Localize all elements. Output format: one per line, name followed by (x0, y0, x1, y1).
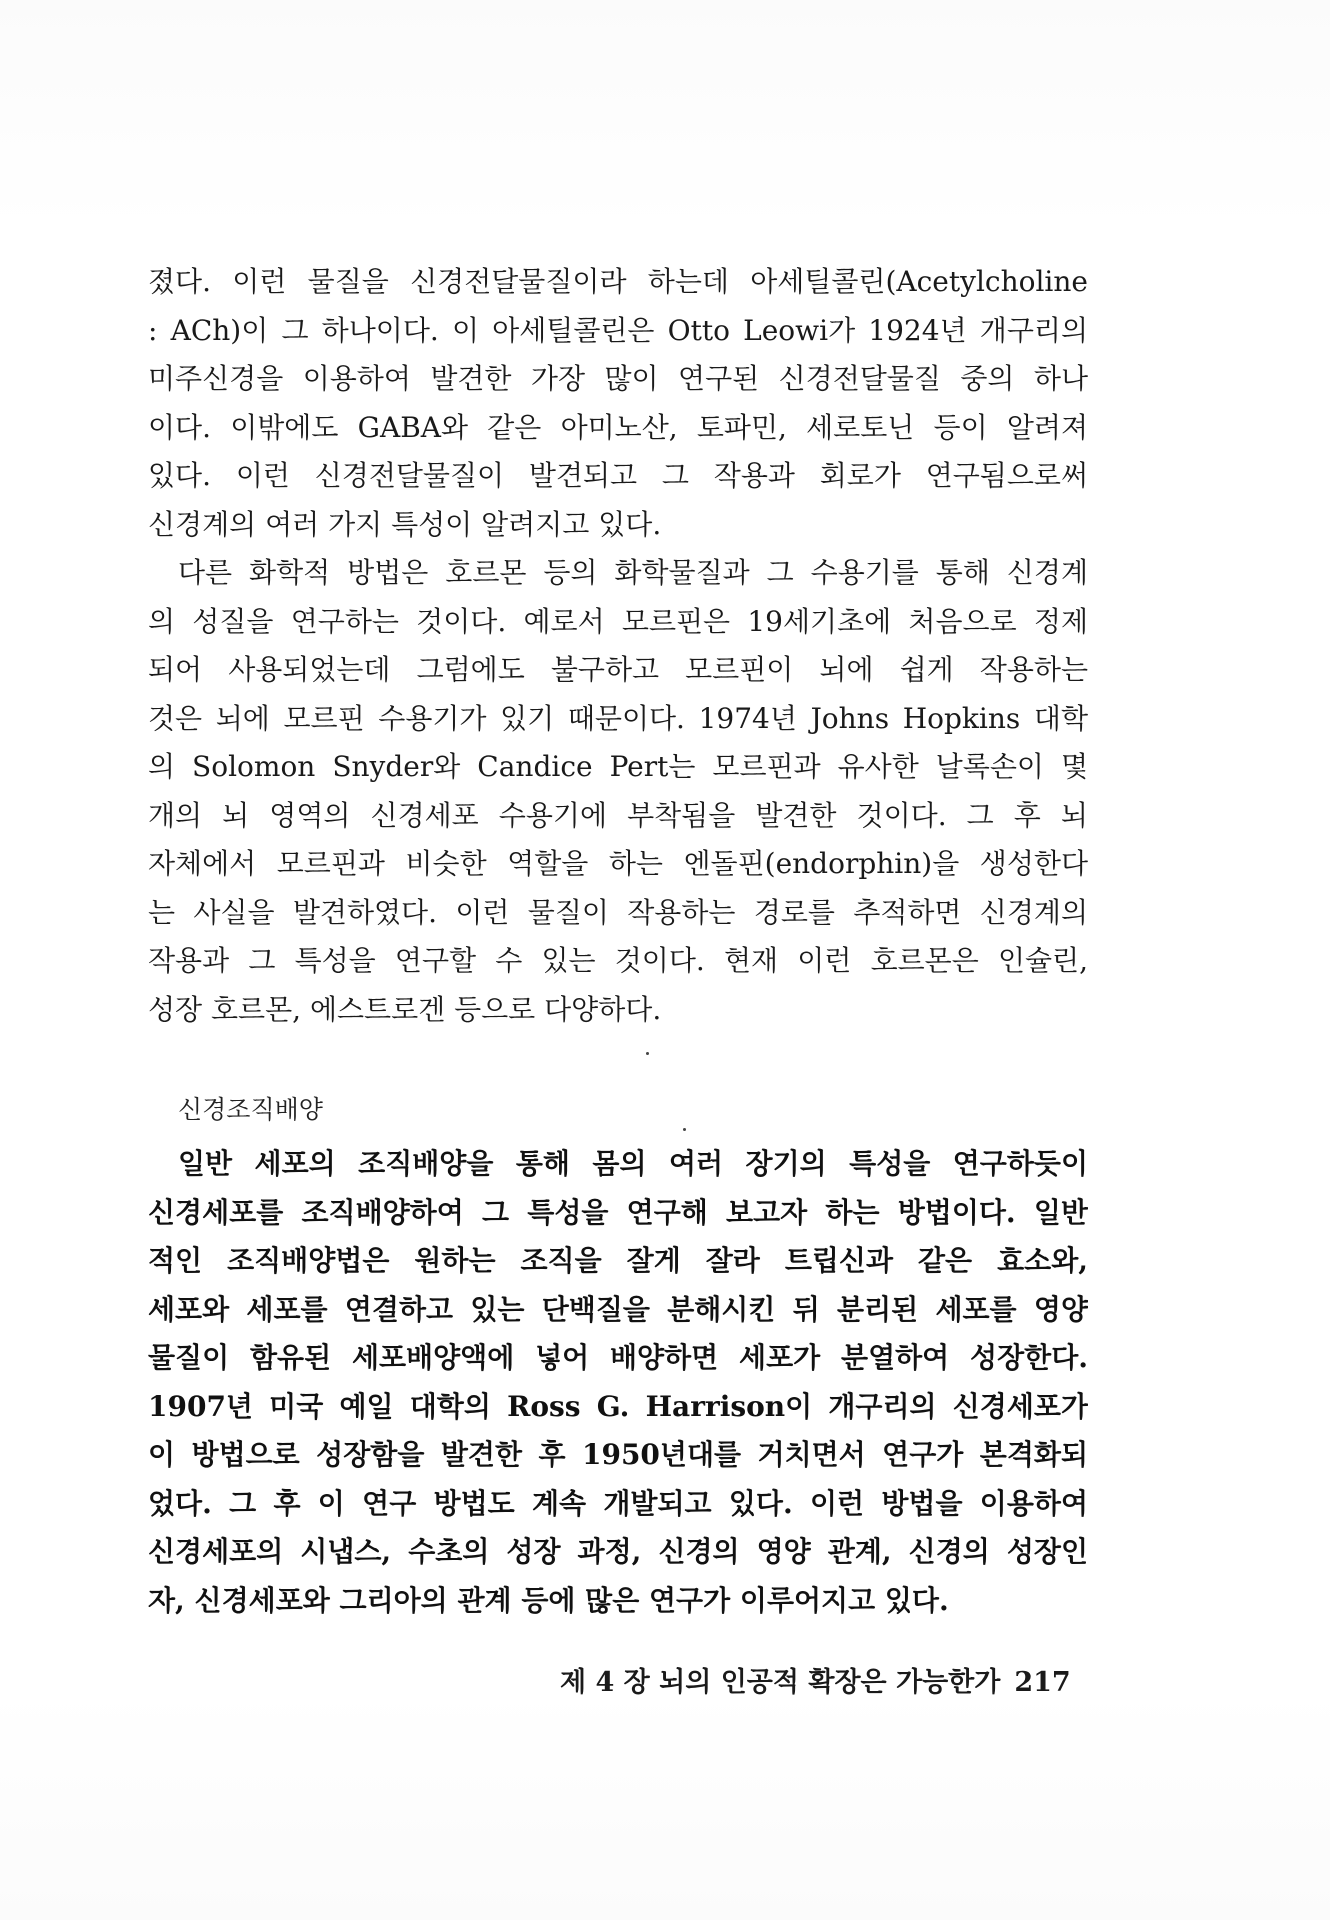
text-line: 물질이 함유된 세포배양액에 넣어 배양하면 세포가 분열하여 성장한다. (148, 1341, 1088, 1374)
text-line: 자, 신경세포와 그리아의 관계 등에 많은 연구가 이루어지고 있다. (148, 1583, 949, 1617)
text-line: 이 방법으로 성장함을 발견한 후 1950년대를 거치면서 연구가 본격화되 (148, 1438, 1088, 1471)
text-line: 신경계의 여러 가지 특성이 알려지고 있다. (148, 507, 662, 541)
text-line: 세포와 세포를 연결하고 있는 단백질을 분해시킨 뒤 분리된 세포를 영양 (148, 1292, 1088, 1326)
text-line: 되어 사용되었는데 그럼에도 불구하고 모르핀이 뇌에 쉽게 작용하는 (148, 653, 1088, 686)
scan-speck (683, 1128, 686, 1131)
running-chapter-title: 제 4 장 뇌의 인공적 확장은 가능한가 (560, 1667, 1001, 1698)
text-line: 다른 화학적 방법은 호르몬 등의 화학물질과 그 수용기를 통해 신경계 (178, 556, 1088, 589)
text-line: 의 Solomon Snyder와 Candice Pert는 모르핀과 유사한 날록손이 몇 (148, 750, 1088, 783)
page-number: 217 (1014, 1667, 1071, 1698)
text-line: 신경세포를 조직배양하여 그 특성을 연구해 보고자 하는 방법이다. 일반 (148, 1195, 1088, 1229)
text-line: 의 성질을 연구하는 것이다. 예로서 모르핀은 19세기초에 처음으로 정제 (148, 604, 1088, 638)
text-line: 성장 호르몬, 에스트로겐 등으로 다양하다. (148, 992, 662, 1026)
text-line: 있다. 이런 신경전달물질이 발견되고 그 작용과 회로가 연구됨으로써 (148, 459, 1088, 492)
text-line: 것은 뇌에 모르핀 수용기가 있기 때문이다. 1974년 Johns Hopkins 대학 (148, 701, 1088, 735)
text-line: 신경세포의 시냅스, 수초의 성장 과정, 신경의 영양 관계, 신경의 성장인 (148, 1535, 1088, 1568)
section-body-tissue-culture (148, 1140, 1088, 1625)
section-heading: 신경조직배양 (178, 1095, 323, 1124)
text-line: 1907년 미국 예일 대학의 Ross G. Harrison이 개구리의 신경세포가 (148, 1389, 1088, 1423)
text-line: 이다. 이밖에도 GABA와 같은 아미노산, 토파민, 세로토닌 등이 알려져 (148, 410, 1088, 444)
section-body-neurotransmitters (148, 258, 1088, 1034)
scan-speck (646, 1052, 649, 1055)
text-line: 개의 뇌 영역의 신경세포 수용기에 부착됨을 발견한 것이다. 그 후 뇌 (148, 798, 1088, 832)
text-line: 적인 조직배양법은 원하는 조직을 잘게 잘라 트립신과 같은 효소와, (148, 1244, 1088, 1277)
text-line: 었다. 그 후 이 연구 방법도 계속 개발되고 있다. 이런 방법을 이용하여 (148, 1486, 1088, 1520)
text-line: 는 사실을 발견하였다. 이런 물질이 작용하는 경로를 추적하면 신경계의 (148, 895, 1088, 929)
text-line: 졌다. 이런 물질을 신경전달물질이라 하는데 아세틸콜린(Acetylcholine (148, 265, 1088, 298)
text-line: 작용과 그 특성을 연구할 수 있는 것이다. 현재 이런 호르몬은 인슐린, (148, 944, 1088, 977)
text-line: : ACh)이 그 하나이다. 이 아세틸콜린은 Otto Leowi가 1924년 개구리의 (148, 313, 1088, 347)
text-line: 자체에서 모르핀과 비슷한 역할을 하는 엔돌핀(endorphin)을 생성한다 (148, 847, 1088, 880)
text-line: 미주신경을 이용하여 발견한 가장 많이 연구된 신경전달물질 중의 하나 (148, 362, 1088, 395)
text-line: 일반 세포의 조직배양을 통해 몸의 여러 장기의 특성을 연구하듯이 (178, 1147, 1088, 1180)
page-footer (560, 1660, 1071, 1699)
